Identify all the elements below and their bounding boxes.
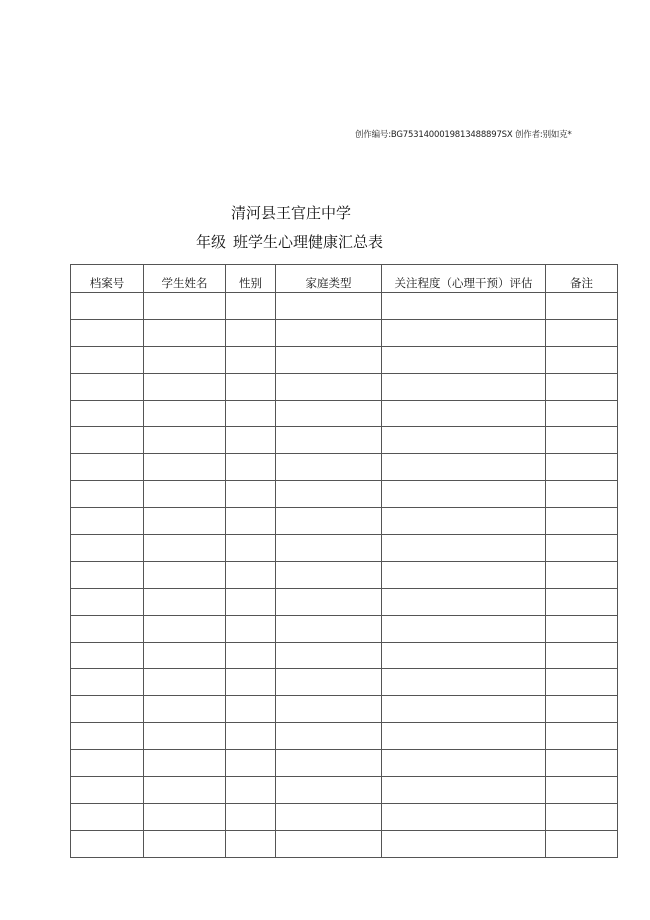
cell-gender: [226, 588, 276, 615]
cell-file-number: [71, 669, 144, 696]
cell-attention-assessment: [382, 400, 546, 427]
cell-remarks: [546, 669, 618, 696]
table-body: [71, 293, 618, 858]
cell-gender: [226, 481, 276, 508]
cell-attention-assessment: [382, 803, 546, 830]
cell-remarks: [546, 535, 618, 562]
cell-family-type: [276, 400, 382, 427]
cell-remarks: [546, 642, 618, 669]
cell-remarks: [546, 830, 618, 857]
cell-gender: [226, 696, 276, 723]
cell-attention-assessment: [382, 830, 546, 857]
cell-student-name: [144, 508, 226, 535]
cell-file-number: [71, 481, 144, 508]
cell-remarks: [546, 319, 618, 346]
cell-file-number: [71, 427, 144, 454]
table-row: [71, 481, 618, 508]
cell-attention-assessment: [382, 696, 546, 723]
cell-gender: [226, 346, 276, 373]
cell-remarks: [546, 777, 618, 804]
cell-remarks: [546, 750, 618, 777]
cell-student-name: [144, 615, 226, 642]
table-row: [71, 561, 618, 588]
school-title: 清河县王官庄中学: [231, 204, 352, 222]
cell-gender: [226, 319, 276, 346]
cell-file-number: [71, 615, 144, 642]
table-row: [71, 615, 618, 642]
table-row: [71, 669, 618, 696]
cell-attention-assessment: [382, 293, 546, 320]
cell-family-type: [276, 777, 382, 804]
cell-student-name: [144, 696, 226, 723]
cell-gender: [226, 561, 276, 588]
cell-family-type: [276, 561, 382, 588]
cell-family-type: [276, 696, 382, 723]
table-row: [71, 696, 618, 723]
cell-remarks: [546, 454, 618, 481]
cell-file-number: [71, 373, 144, 400]
cell-student-name: [144, 373, 226, 400]
table-row: [71, 750, 618, 777]
cell-attention-assessment: [382, 319, 546, 346]
cell-family-type: [276, 508, 382, 535]
cell-family-type: [276, 615, 382, 642]
header-remarks: 备注: [546, 265, 618, 293]
cell-family-type: [276, 427, 382, 454]
table-row: [71, 803, 618, 830]
cell-remarks: [546, 481, 618, 508]
cell-attention-assessment: [382, 508, 546, 535]
cell-attention-assessment: [382, 481, 546, 508]
cell-file-number: [71, 454, 144, 481]
cell-student-name: [144, 400, 226, 427]
cell-remarks: [546, 400, 618, 427]
cell-file-number: [71, 642, 144, 669]
document-meta-line: 创作编号:BG7531400019813488897SX 创作者:别如克*: [355, 130, 572, 140]
cell-student-name: [144, 427, 226, 454]
table-row: [71, 454, 618, 481]
table-title-text: 班学生心理健康汇总表: [233, 233, 384, 251]
cell-student-name: [144, 723, 226, 750]
cell-gender: [226, 803, 276, 830]
cell-remarks: [546, 588, 618, 615]
cell-remarks: [546, 373, 618, 400]
cell-remarks: [546, 615, 618, 642]
table-row: [71, 588, 618, 615]
cell-attention-assessment: [382, 777, 546, 804]
cell-student-name: [144, 777, 226, 804]
cell-family-type: [276, 293, 382, 320]
cell-remarks: [546, 723, 618, 750]
table-row: [71, 535, 618, 562]
cell-student-name: [144, 669, 226, 696]
cell-student-name: [144, 346, 226, 373]
header-file-number: 档案号: [71, 265, 144, 293]
cell-file-number: [71, 508, 144, 535]
cell-attention-assessment: [382, 642, 546, 669]
cell-family-type: [276, 346, 382, 373]
cell-attention-assessment: [382, 427, 546, 454]
cell-attention-assessment: [382, 723, 546, 750]
cell-family-type: [276, 803, 382, 830]
cell-gender: [226, 400, 276, 427]
cell-gender: [226, 615, 276, 642]
cell-family-type: [276, 319, 382, 346]
cell-student-name: [144, 293, 226, 320]
table-row: [71, 830, 618, 857]
cell-gender: [226, 830, 276, 857]
table-row: [71, 508, 618, 535]
cell-family-type: [276, 830, 382, 857]
table-row: [71, 400, 618, 427]
cell-family-type: [276, 750, 382, 777]
cell-attention-assessment: [382, 588, 546, 615]
cell-file-number: [71, 777, 144, 804]
cell-attention-assessment: [382, 346, 546, 373]
table-row: [71, 346, 618, 373]
cell-attention-assessment: [382, 615, 546, 642]
table-row: [71, 723, 618, 750]
table-row: [71, 293, 618, 320]
cell-gender: [226, 535, 276, 562]
cell-file-number: [71, 293, 144, 320]
cell-gender: [226, 293, 276, 320]
cell-gender: [226, 669, 276, 696]
cell-file-number: [71, 750, 144, 777]
grade-label: 年级: [196, 233, 227, 251]
header-family-type: 家庭类型: [276, 265, 382, 293]
cell-remarks: [546, 696, 618, 723]
table-row: [71, 373, 618, 400]
cell-gender: [226, 427, 276, 454]
cell-file-number: [71, 400, 144, 427]
summary-table: [70, 264, 618, 858]
table-row: [71, 777, 618, 804]
header-row: [71, 265, 618, 293]
cell-student-name: [144, 830, 226, 857]
cell-file-number: [71, 319, 144, 346]
cell-family-type: [276, 723, 382, 750]
cell-gender: [226, 750, 276, 777]
cell-file-number: [71, 696, 144, 723]
cell-student-name: [144, 588, 226, 615]
cell-student-name: [144, 454, 226, 481]
cell-file-number: [71, 535, 144, 562]
cell-gender: [226, 373, 276, 400]
table-row: [71, 427, 618, 454]
cell-remarks: [546, 508, 618, 535]
header-student-name: 学生姓名: [144, 265, 226, 293]
cell-gender: [226, 723, 276, 750]
cell-student-name: [144, 535, 226, 562]
cell-gender: [226, 508, 276, 535]
table-row: [71, 642, 618, 669]
header-gender: 性别: [226, 265, 276, 293]
cell-family-type: [276, 642, 382, 669]
cell-student-name: [144, 561, 226, 588]
cell-student-name: [144, 319, 226, 346]
cell-file-number: [71, 588, 144, 615]
cell-student-name: [144, 803, 226, 830]
cell-file-number: [71, 803, 144, 830]
cell-remarks: [546, 427, 618, 454]
cell-gender: [226, 642, 276, 669]
cell-family-type: [276, 588, 382, 615]
cell-remarks: [546, 561, 618, 588]
cell-attention-assessment: [382, 669, 546, 696]
cell-family-type: [276, 669, 382, 696]
cell-file-number: [71, 830, 144, 857]
table-row: [71, 319, 618, 346]
cell-family-type: [276, 481, 382, 508]
cell-file-number: [71, 561, 144, 588]
cell-file-number: [71, 723, 144, 750]
cell-family-type: [276, 454, 382, 481]
cell-remarks: [546, 803, 618, 830]
cell-file-number: [71, 346, 144, 373]
cell-attention-assessment: [382, 561, 546, 588]
cell-family-type: [276, 373, 382, 400]
cell-gender: [226, 777, 276, 804]
cell-student-name: [144, 481, 226, 508]
table-title: [196, 231, 383, 252]
cell-remarks: [546, 293, 618, 320]
cell-student-name: [144, 750, 226, 777]
cell-family-type: [276, 535, 382, 562]
cell-attention-assessment: [382, 750, 546, 777]
header-attention-assessment: 关注程度（心理干预）评估: [382, 265, 546, 293]
cell-gender: [226, 454, 276, 481]
cell-attention-assessment: [382, 535, 546, 562]
cell-attention-assessment: [382, 373, 546, 400]
cell-student-name: [144, 642, 226, 669]
cell-remarks: [546, 346, 618, 373]
cell-attention-assessment: [382, 454, 546, 481]
